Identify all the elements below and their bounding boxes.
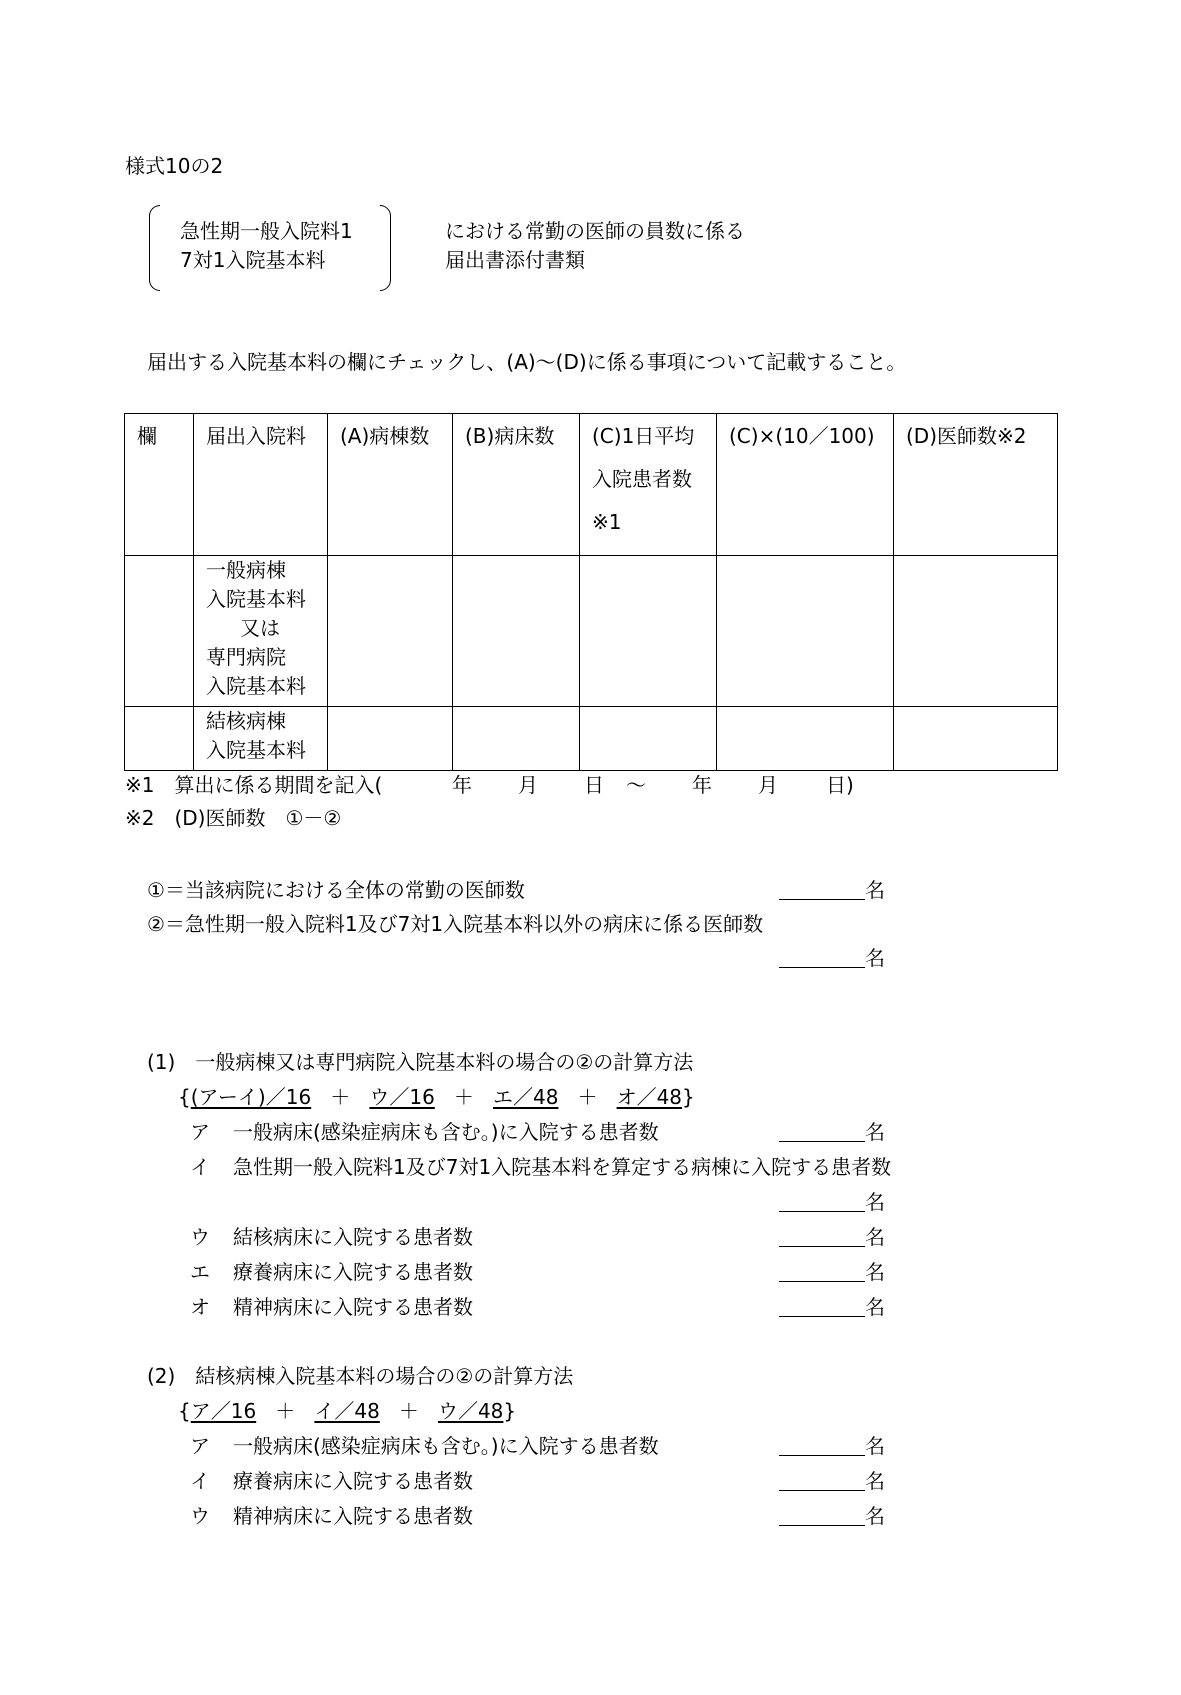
header-doctor-count: (D)医師数※2 <box>894 414 1058 556</box>
section-2-item-answer[interactable]: 名 <box>779 1436 885 1456</box>
bed-count-cell[interactable] <box>453 707 580 771</box>
note-2: ※2 (D)医師数 ①－② <box>125 806 342 830</box>
section-1-item-letter: イ <box>190 1155 210 1179</box>
item-1-total-doctors: ①＝当該病院における全体の常勤の医師数 <box>147 878 525 902</box>
section-1-item-answer[interactable]: 名 <box>779 1192 885 1212</box>
section-1-item-answer[interactable]: 名 <box>779 1122 885 1142</box>
ward-count-cell[interactable] <box>328 707 453 771</box>
title-item-2: 7対1入院基本料 <box>180 248 326 272</box>
section-1-item-letter: ア <box>190 1120 210 1144</box>
note-1-day-end: 日) <box>826 773 854 797</box>
table-row <box>125 556 1058 707</box>
title-suffix-1: における常勤の医師の員数に係る <box>445 219 745 243</box>
title-item-1: 急性期一般入院料1 <box>180 219 353 243</box>
item-1-answer[interactable]: 名 <box>779 880 885 900</box>
daily-avg-cell[interactable] <box>580 707 717 771</box>
ratio-cell[interactable] <box>717 707 894 771</box>
note-1-year: 年 <box>452 773 472 797</box>
section-1-item-answer[interactable]: 名 <box>779 1227 885 1247</box>
item-2-other-doctors: ②＝急性期一般入院料1及び7対1入院基本料以外の病床に係る医師数 <box>147 912 764 936</box>
note-1-day: 日 <box>584 773 604 797</box>
title-suffix-2: 届出書添付書類 <box>445 248 585 272</box>
section-2-item-text: 精神病床に入院する患者数 <box>233 1504 473 1528</box>
daily-avg-cell[interactable] <box>580 556 717 707</box>
header-daily-avg-patients: (C)1日平均 入院患者数 ※1 <box>580 414 717 556</box>
section-2-item-text: 一般病床(感染症病床も含む。)に入院する患者数 <box>233 1434 659 1458</box>
note-1-prefix: ※1 算出に係る期間を記入( <box>125 773 383 797</box>
section-2-item-text: 療養病床に入院する患者数 <box>233 1469 473 1493</box>
section-2-item-answer[interactable]: 名 <box>779 1471 885 1491</box>
note-1-tilde: ～ <box>626 773 646 797</box>
right-bracket <box>380 205 391 291</box>
section-1-item-text: 療養病床に入院する患者数 <box>233 1260 473 1284</box>
section-2-item-letter: ア <box>190 1434 210 1458</box>
section-2-formula: {ア／16 ＋ イ／48 ＋ ウ／48} <box>178 1399 517 1423</box>
section-1-item-text: 一般病床(感染症病床も含む。)に入院する患者数 <box>233 1120 659 1144</box>
doctor-count-cell[interactable] <box>894 707 1058 771</box>
check-cell[interactable] <box>125 556 194 707</box>
note-1-year-end: 年 <box>692 773 712 797</box>
header-ward-count: (A)病棟数 <box>328 414 453 556</box>
section-1-item-text: 結核病床に入院する患者数 <box>233 1225 473 1249</box>
section-1-item-text: 急性期一般入院料1及び7対1入院基本料を算定する病棟に入院する患者数 <box>233 1155 892 1179</box>
header-column-check: 欄 <box>125 414 194 556</box>
note-1-month-end: 月 <box>758 773 778 797</box>
section-1-item-text: 精神病床に入院する患者数 <box>233 1295 473 1319</box>
section-2-item-letter: ウ <box>190 1504 210 1528</box>
section-1-item-letter: オ <box>190 1295 210 1319</box>
header-fee-type: 届出入院料 <box>194 414 328 556</box>
header-bed-count: (B)病床数 <box>453 414 580 556</box>
section-2-item-letter: イ <box>190 1469 210 1493</box>
section-1-item-letter: ウ <box>190 1225 210 1249</box>
section-2-item-answer[interactable]: 名 <box>779 1506 885 1526</box>
section-1-heading: (1) 一般病棟又は専門病院入院基本料の場合の②の計算方法 <box>147 1050 694 1074</box>
section-1-item-letter: エ <box>190 1260 210 1284</box>
item-2-answer[interactable]: 名 <box>779 948 885 968</box>
left-bracket <box>149 205 160 291</box>
note-1-month: 月 <box>518 773 538 797</box>
check-cell[interactable] <box>125 707 194 771</box>
ratio-cell[interactable] <box>717 556 894 707</box>
table-row <box>125 707 1058 771</box>
ward-count-cell[interactable] <box>328 556 453 707</box>
header-c-times-ratio: (C)×(10／100) <box>717 414 894 556</box>
section-2-heading: (2) 結核病棟入院基本料の場合の②の計算方法 <box>147 1364 574 1388</box>
section-1-item-answer[interactable]: 名 <box>779 1297 885 1317</box>
notification-table <box>124 413 1058 771</box>
table-header-row <box>125 414 1058 556</box>
bed-count-cell[interactable] <box>453 556 580 707</box>
instruction: 届出する入院基本料の欄にチェックし、(A)～(D)に係る事項について記載すること。 <box>147 350 907 374</box>
row-label: 一般病棟 入院基本料 又は 専門病院 入院基本料 <box>194 556 328 707</box>
doctor-count-cell[interactable] <box>894 556 1058 707</box>
section-1-item-answer[interactable]: 名 <box>779 1262 885 1282</box>
row-label: 結核病棟 入院基本料 <box>194 707 328 771</box>
section-1-formula: {(アーイ)／16 ＋ ウ／16 ＋ エ／48 ＋ オ／48} <box>178 1085 695 1109</box>
form-id: 様式10の2 <box>125 154 224 178</box>
